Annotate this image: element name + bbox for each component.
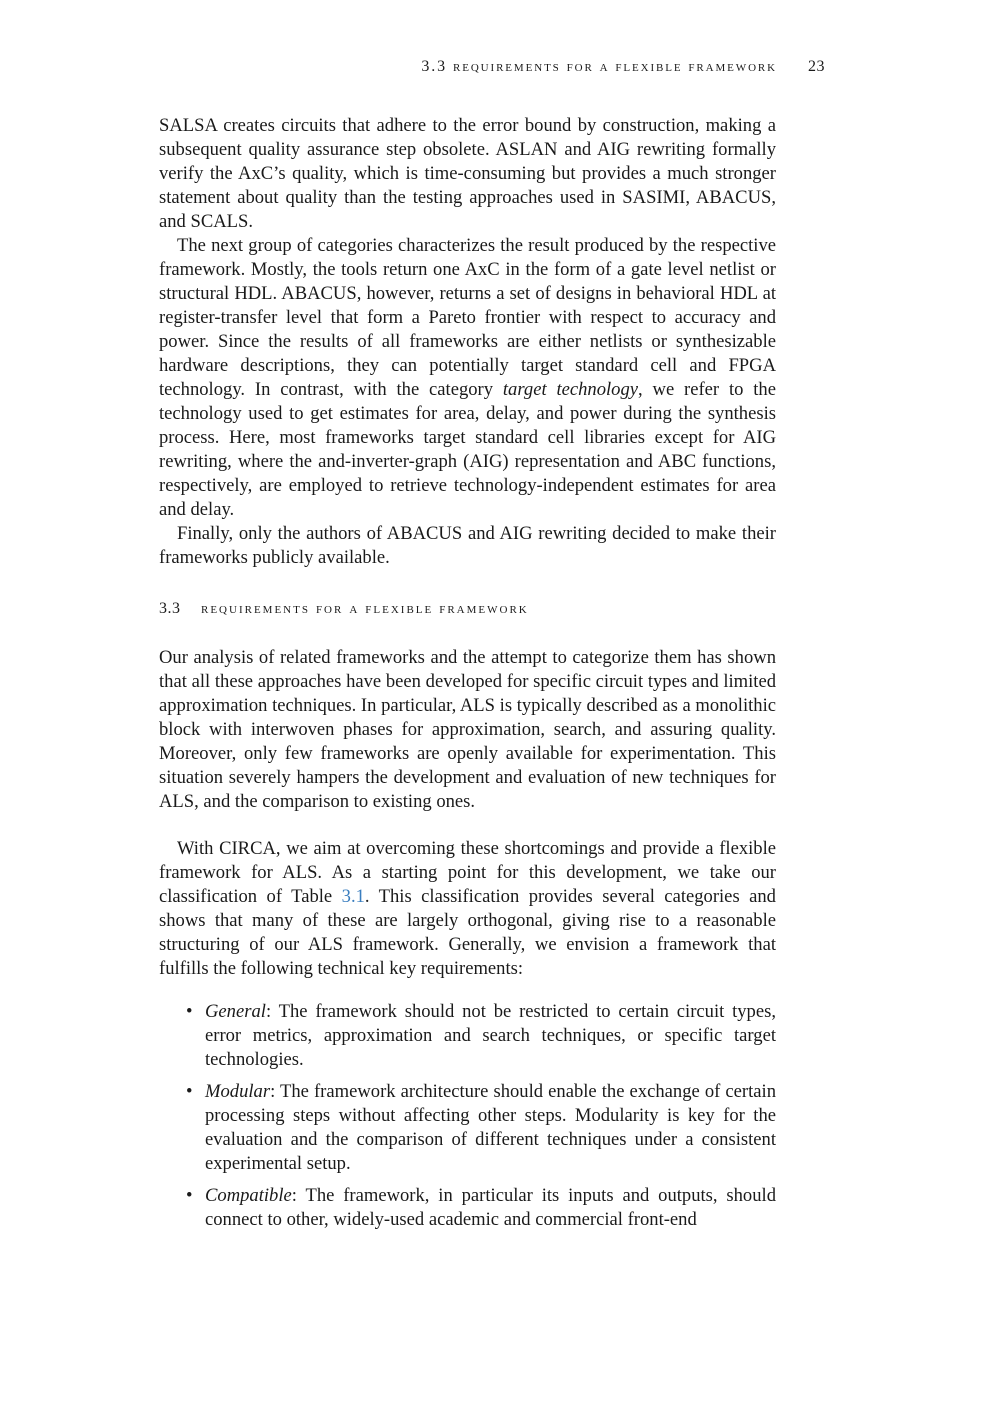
bullet-icon: • <box>186 1081 193 1102</box>
paragraph-availability: Finally, only the authors of ABACUS and AIG rewriting decided to make their frameworks publicly available. <box>159 523 776 568</box>
requirement-term: Modular <box>205 1081 271 1102</box>
body-text-block-1 <box>159 114 776 570</box>
section-heading <box>159 600 776 618</box>
paragraph-text: . This classification provides several categories and shows that many of these are largely orthogonal, giving rise to a reasonable structuring of our ALS framework. Generally, we envision a framework that fulfills the following technical key requirements: <box>159 886 776 979</box>
requirement-term: General <box>205 1001 266 1022</box>
paragraph-text: With CIRCA, we aim at overcoming these shortcomings and provide a flexible framework for ALS. As a starting point for this development, we take our classification of Table <box>159 838 776 907</box>
paragraph-analysis: Our analysis of related frameworks and the attempt to categorize them has shown that all these approaches have been developed for specific circuit types and limited approximation techniques. In particular, ALS is typically described as a monolithic block with interwoven phases for approximation, search, and assuring quality. Moreover, only few frameworks are openly available for experimentation. This situation severely hampers the development and evaluation of new techniques for ALS, and the comparison to existing ones. <box>159 647 776 812</box>
bullet-icon: • <box>186 1001 193 1022</box>
table-reference-link[interactable]: 3.1 <box>341 886 365 907</box>
paragraph-text: , we refer to the technology used to get estimates for area, delay, and power during the synthesis process. Here, most frameworks target standard cell libraries except for AIG rewriting, where the and-inverter-graph (AIG) representation and ABC functions, respectively, are employed to retrieve technology-independent estimates for area and delay. <box>159 379 776 520</box>
running-head-title: 3.3 requirements for a flexible framework <box>421 58 777 75</box>
requirements-list <box>159 1000 776 1240</box>
list-item-general <box>159 1000 776 1072</box>
running-head <box>159 58 825 82</box>
bullet-icon: • <box>186 1185 193 1206</box>
body-text-block-2 <box>159 646 776 814</box>
emphasis-target-technology: target technology <box>502 379 639 400</box>
paragraph-text: The next group of categories characterizes the result produced by the respective framework. Mostly, the tools return one AxC in the form of a gate level netlist or structural HDL. ABACUS, however, returns a set of designs in behavioral HDL at register-transfer level that form a Pareto frontier with respect to accuracy and power. Since the results of all frameworks are either netlists or synthesizable hardware descriptions, they can potentially target standard cell and FPGA technology. In contrast, with the category <box>159 235 776 400</box>
section-title: requirements for a flexible framework <box>201 600 529 617</box>
requirement-text: : The framework architecture should enable the exchange of certain processing steps without affecting other steps. Modularity is key for the evaluation and the comparison of different techniques under a consistent experimental setup. <box>205 1081 776 1174</box>
requirement-text: : The framework should not be restricted to certain circuit types, error metrics, approximation and search techniques, or specific target technologies. <box>205 1001 776 1070</box>
list-item-compatible <box>159 1184 776 1232</box>
list-item-modular <box>159 1080 776 1176</box>
paragraph-quality-assurance: SALSA creates circuits that adhere to the error bound by construction, making a subsequent quality assurance step obsolete. ASLAN and AIG rewriting formally verify the AxC’s quality, which is time-consuming but provides a much stronger statement about quality than the testing approaches used in SASIMI, ABACUS, and SCALS. <box>159 115 776 232</box>
section-number: 3.3 <box>159 600 181 617</box>
requirement-text: : The framework, in particular its inputs and outputs, should connect to other, widely-used academic and commercial front-end <box>205 1185 776 1230</box>
page-number: 23 <box>808 58 825 75</box>
body-text-block-3 <box>159 837 776 981</box>
requirement-term: Compatible <box>205 1185 292 1206</box>
paragraph-result-categories <box>159 234 776 522</box>
paragraph-circa <box>159 837 776 981</box>
